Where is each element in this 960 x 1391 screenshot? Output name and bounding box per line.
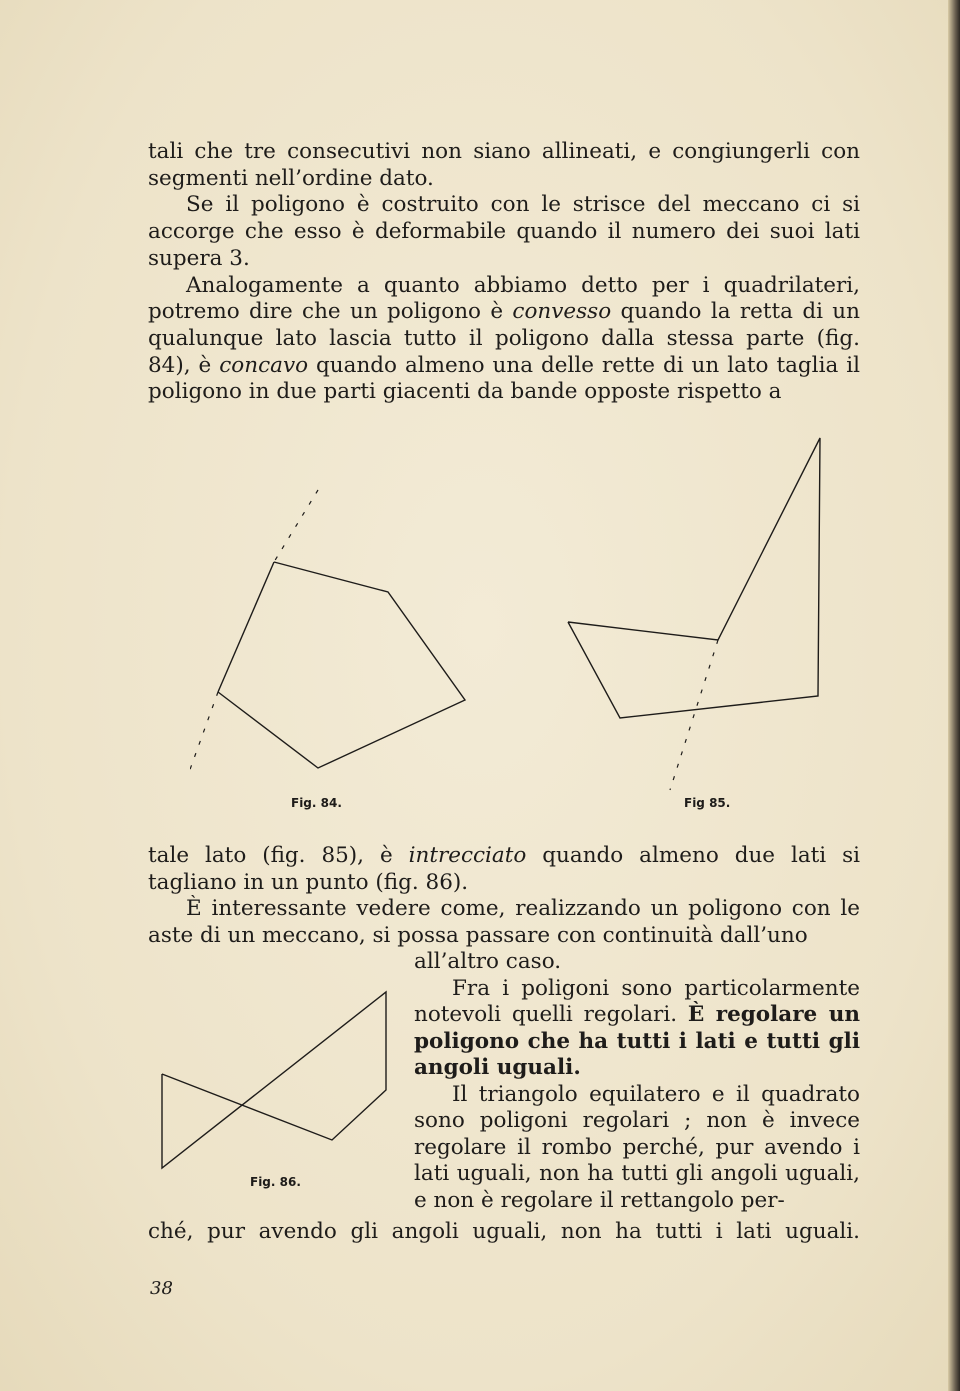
final-text-line: ché, pur avendo gli angoli uguali, non ha tutti i lati uguali.: [148, 1219, 860, 1244]
text-span: tale lato (fig. 85), è: [148, 843, 409, 868]
figure-85-concave-polygon: [560, 430, 840, 800]
page-binding-edge: [948, 0, 960, 1391]
text-span: Fra i poligoni sono particolarmente notevoli quelli regolari.: [414, 975, 860, 1027]
page-number: 38: [150, 1278, 173, 1299]
polygon-edge: [218, 562, 274, 692]
dashed-extension-line: [190, 692, 218, 775]
text-span: quando la retta di un qualunque lato lascia tutto il poligono dalla stessa parte (fig. 84), è: [148, 299, 861, 378]
text-paragraph-regular: [414, 976, 860, 1082]
text-paragraph: Se il poligono è costruito con le strisce del meccano ci si accorge che esso è deformabile quando il numero dei suoi lati supera 3.: [148, 192, 860, 271]
term-concavo: concavo: [219, 352, 309, 378]
middle-paragraph: [148, 843, 860, 949]
dashed-extension-line: [670, 640, 718, 790]
text-span: quando almeno una delle rette di un lato taglia il poligono in due parti giacenti da bande opposte rispetto a: [148, 352, 860, 405]
text-paragraph: Il triangolo equilatero e il quadrato sono poligoni regolari ; non è invece regolare il rombo perché, pur avendo i lati uguali, non ha tutti gli angoli uguali, e non è regolare il rettangolo per-: [414, 1081, 860, 1213]
text-line: tali che tre consecutivi non siano allineati, e congiungerli con segmenti nell’ordine dato.: [148, 139, 860, 191]
figure-86-crossed-polygon: [150, 980, 395, 1175]
text-line: all’altro caso.: [414, 949, 562, 974]
top-paragraph: [148, 139, 860, 406]
text-span: quando almeno due lati si tagliano in un punto (fig. 86).: [148, 843, 861, 895]
wrapped-paragraphs: [414, 949, 860, 1214]
text-paragraph: È interessante vedere come, realizzando un poligono con le aste di un meccano, si possa passare con continuità dall’uno: [148, 896, 860, 948]
text-paragraph-convex-concave: [148, 273, 860, 407]
polygon-edge: [568, 438, 820, 718]
term-convesso: convesso: [512, 299, 612, 325]
figure-84-convex-polygon: [190, 470, 490, 790]
polygon-edge: [162, 992, 386, 1168]
definition-regular-polygon: È regolare un poligono che ha tutti i lati e tutti gli angoli uguali.: [414, 1002, 860, 1080]
figure-86-caption: Fig. 86.: [250, 1175, 301, 1189]
figure-84-caption: Fig. 84.: [291, 796, 342, 810]
text-paragraph-intrecciato: [148, 843, 860, 896]
polygon-edge: [218, 562, 465, 768]
figure-85-caption: Fig 85.: [684, 796, 731, 810]
dashed-extension-line: [274, 490, 318, 562]
term-intrecciato: intrecciato: [408, 843, 527, 868]
text-span: Analogamente a quanto abbiamo detto per i quadrilateri, potremo dire che un poligono è: [148, 272, 860, 325]
